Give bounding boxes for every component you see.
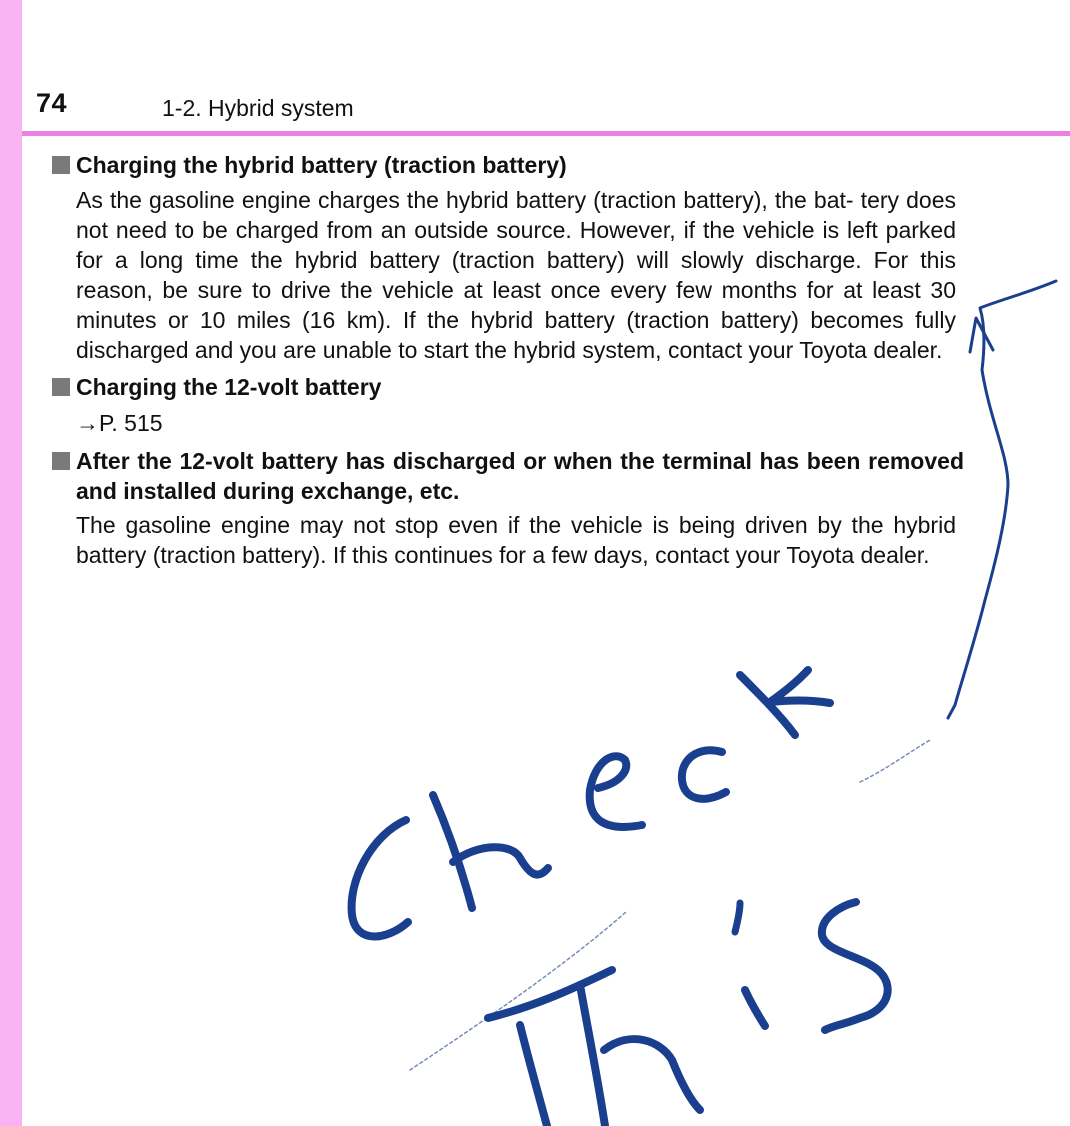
guide-stroke bbox=[410, 912, 626, 1070]
letter-i-dot bbox=[735, 903, 740, 932]
letter-k bbox=[740, 670, 830, 735]
letter-e bbox=[590, 756, 642, 827]
arrow-line bbox=[948, 281, 1056, 718]
heading-marker-icon bbox=[52, 156, 70, 174]
letter-c2 bbox=[682, 750, 726, 798]
section-heading bbox=[52, 446, 964, 506]
section-after-12-volt-discharge bbox=[52, 446, 964, 570]
section-heading bbox=[52, 372, 964, 402]
letter-h2 bbox=[580, 985, 700, 1126]
heading-text: After the 12-volt battery has discharged or when the terminal has been removed and installed during exchange, etc. bbox=[76, 448, 964, 504]
heading-text: Charging the hybrid battery (traction battery) bbox=[76, 152, 567, 178]
letter-h bbox=[433, 795, 548, 908]
page-number: 74 bbox=[36, 88, 68, 118]
section-body: The gasoline engine may not stop even if the vehicle is being driven by the hybrid battery (traction battery). If this continues for a few days, contact your Toyota dealer. bbox=[76, 512, 956, 568]
section-title: 1-2. Hybrid system bbox=[162, 95, 354, 121]
section-body: As the gasoline engine charges the hybrid battery (traction battery), the bat- tery does not need to be charged from an outside source. However, if the vehicle is left parked for a long time the hybrid battery (traction battery) will slowly discharge. For this reason, be sure to drive the vehicle at least once every few months for at least 30 minutes or 10 miles (16 km). If the hybrid battery (traction battery) becomes fully discharged and you are unable to start the hybrid system, contact your Toyota dealer. bbox=[76, 187, 956, 363]
arrow-head-icon bbox=[970, 318, 993, 352]
letter-t bbox=[488, 970, 612, 1126]
section-charging-12-volt-battery bbox=[52, 372, 964, 438]
side-tab bbox=[0, 0, 22, 1126]
letter-i bbox=[745, 990, 765, 1026]
letter-s bbox=[822, 902, 888, 1030]
letter-c bbox=[352, 820, 408, 937]
header-rule bbox=[22, 131, 1070, 136]
page-reference-link[interactable]: →P. 515 bbox=[76, 410, 163, 436]
heading-marker-icon bbox=[52, 452, 70, 470]
heading-text: Charging the 12-volt battery bbox=[76, 374, 382, 400]
heading-marker-icon bbox=[52, 378, 70, 396]
section-charging-hybrid-battery bbox=[52, 150, 964, 365]
section-heading bbox=[52, 150, 964, 180]
page-content bbox=[52, 150, 964, 570]
guide-stroke bbox=[860, 740, 930, 782]
page-header bbox=[0, 0, 1070, 136]
